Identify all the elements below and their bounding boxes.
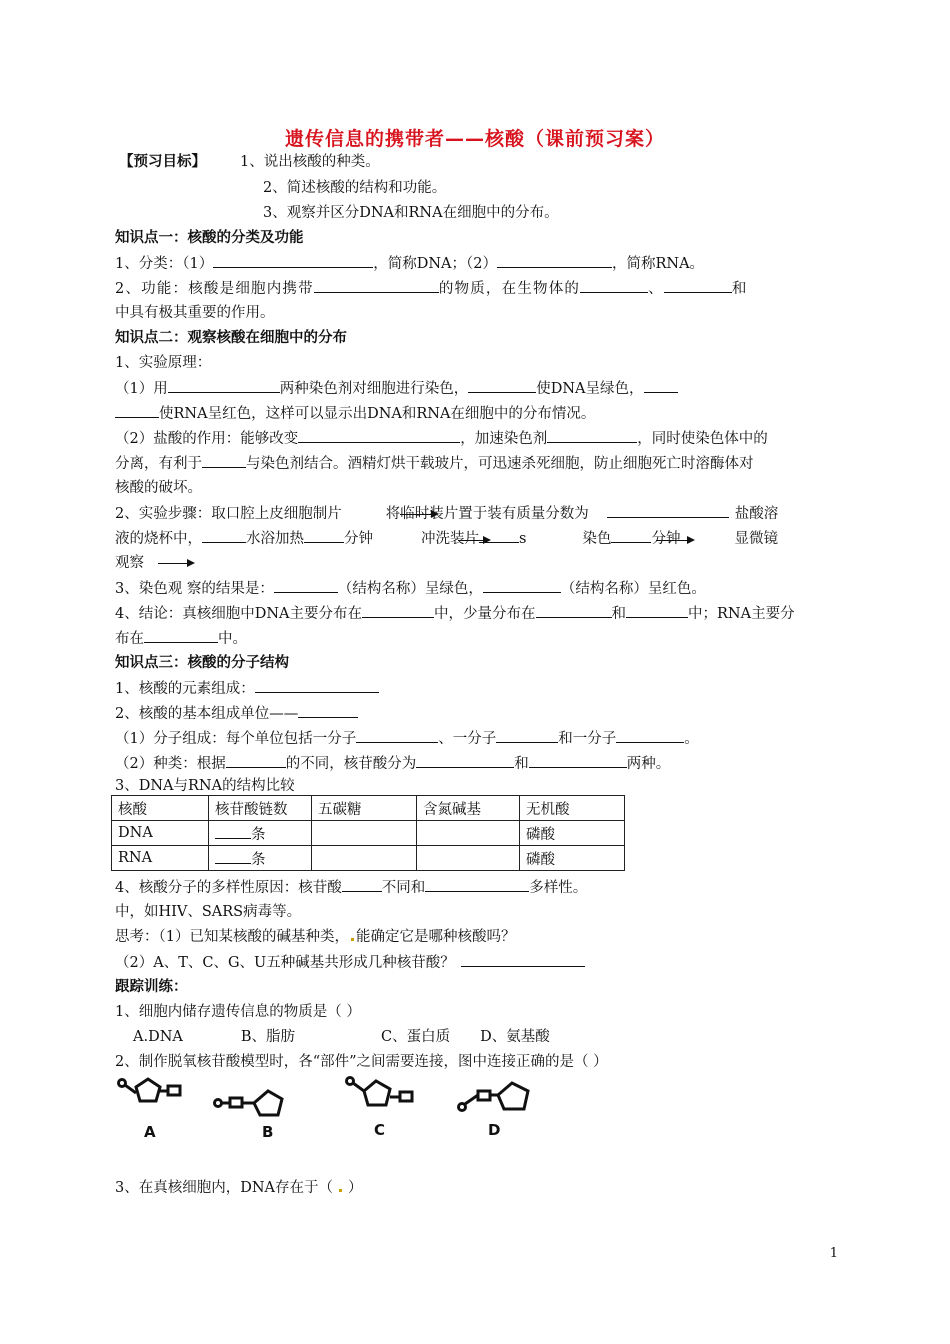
page-title: 遗传信息的携带者——核酸（课前预习案） (284, 128, 665, 150)
goals-label: 【预习目标】 (119, 154, 206, 170)
question: 2、制作脱氧核苷酸模型时，各“部件”之间需要连接，图中连接正确的是（ ） (115, 1054, 608, 1070)
table-cell: 磷酸 (520, 821, 625, 846)
table-cell (312, 846, 417, 871)
question: 3、在真核细胞内，DNA存在于（ ） (115, 1180, 363, 1196)
text-line: 使RNA呈红色，这样可以显示出DNA和RNA在细胞中的分布情况。 (115, 403, 595, 424)
table-cell: RNA (112, 846, 209, 871)
step-arrow (656, 540, 692, 541)
table-cell: 条 (209, 821, 312, 846)
text-line: 2、功能：核酸是细胞内携带 的物质，在生物体的 、 和 (115, 278, 748, 299)
text-line: 2、核酸的基本组成单位—— (115, 703, 358, 724)
text-line: （1）用 两种染色剂对细胞进行染色， 使DNA呈绿色， (115, 378, 678, 399)
text-line: （2）盐酸的作用：能够改变 ，加速染色剂 ，同时使染色体中的 (115, 428, 768, 449)
text-line: 观察 (115, 555, 144, 571)
option-b-diagram (215, 1091, 283, 1115)
option: C、蛋白质 (381, 1029, 451, 1045)
figure-label: D (488, 1121, 501, 1139)
text-line: 3、DNA与RNA的结构比较 (115, 778, 295, 794)
table-cell (417, 846, 520, 871)
figure-label: C (374, 1121, 386, 1139)
goal-item: 2、简述核酸的结构和功能。 (263, 180, 447, 196)
comparison-table (111, 795, 625, 871)
text-line: 分离，有利于 与染色剂结合。酒精灯烘干载玻片，可迅速杀死细胞，防止细胞死亡时溶酶体对 (115, 453, 754, 474)
table-header: 含氮碱基 (417, 796, 520, 821)
table-header: 核苷酸链数 (209, 796, 312, 821)
text-line: 中，如HIV、SARS病毒等。 (115, 904, 302, 920)
text-line: 思考：（1）已知某核酸的碱基种类， 能确定它是哪种核酸吗？ (115, 929, 516, 945)
option: D、氨基酸 (480, 1029, 550, 1045)
table-header: 五碳糖 (312, 796, 417, 821)
option-c-diagram (347, 1078, 413, 1106)
text-line: （2）A、T、C、G、U五种碱基共形成几种核苷酸？ (115, 952, 585, 973)
table-header: 核酸 (112, 796, 209, 821)
step-arrow (458, 540, 488, 541)
text-line: 2、实验步骤：取口腔上皮细胞制片 将临时装片置于装有质量分数为 盐酸溶 (115, 503, 778, 524)
goal-item: 1、说出核酸的种类。 (240, 154, 380, 170)
text-line: 4、核酸分子的多样性原因：核苷酸 不同和 多样性。 (115, 877, 587, 898)
table-row (112, 821, 625, 846)
figure-label: B (262, 1123, 274, 1141)
text-line: 4、结论：真核细胞中DNA主要分布在 中，少量分布在 和 中；RNA主要分 (115, 603, 795, 624)
table-cell (417, 821, 520, 846)
table-row (112, 846, 625, 871)
table-cell (312, 821, 417, 846)
text-line: （1）分子组成：每个单位包括一分子 、一分子 和一分子 。 (115, 728, 699, 749)
step-arrow (400, 514, 436, 515)
table-header: 无机酸 (520, 796, 625, 821)
page-number: 1 (829, 1246, 838, 1261)
option-a-diagram (119, 1079, 181, 1101)
table-header-row (112, 796, 625, 821)
section-heading: 知识点三：核酸的分子结构 (115, 655, 289, 671)
text-line: 中具有极其重要的作用。 (115, 305, 275, 321)
option: A.DNA (133, 1029, 183, 1045)
text-line: 1、分类：（1） ，简称DNA；（2） ，简称RNA。 (115, 253, 704, 274)
text-line: （2）种类：根据 的不同，核苷酸分为 和 两种。 (115, 753, 670, 774)
table-cell: 磷酸 (520, 846, 625, 871)
figure-label: A (144, 1123, 156, 1141)
text-line: 布在 中。 (115, 628, 247, 649)
nucleotide-model-figure (114, 1071, 534, 1143)
text-line: 1、实验原理： (115, 355, 212, 371)
text-line: 液的烧杯中， 水浴加热 分钟 冲洗装片 s 染色 分钟 显微镜 (115, 528, 778, 549)
section-heading: 知识点二：观察核酸在细胞中的分布 (115, 330, 347, 346)
question: 1、细胞内储存遗传信息的物质是（ ） (115, 1004, 361, 1020)
table-cell: 条 (209, 846, 312, 871)
text-line: 1、核酸的元素组成： (115, 678, 379, 699)
option: B、脂肪 (240, 1029, 296, 1045)
table-cell: DNA (112, 821, 209, 846)
section-heading: 跟踪训练： (115, 979, 188, 995)
goal-item: 3、观察并区分DNA和RNA在细胞中的分布。 (263, 205, 559, 221)
text-line: 核酸的破坏。 (115, 480, 202, 496)
section-heading: 知识点一：核酸的分类及功能 (115, 230, 304, 246)
option-d-diagram (459, 1083, 529, 1111)
question-options (133, 1027, 550, 1047)
text-line: 3、染色观 察的结果是： （结构名称）呈绿色， （结构名称）呈红色。 (115, 578, 706, 599)
step-arrow (158, 563, 192, 564)
